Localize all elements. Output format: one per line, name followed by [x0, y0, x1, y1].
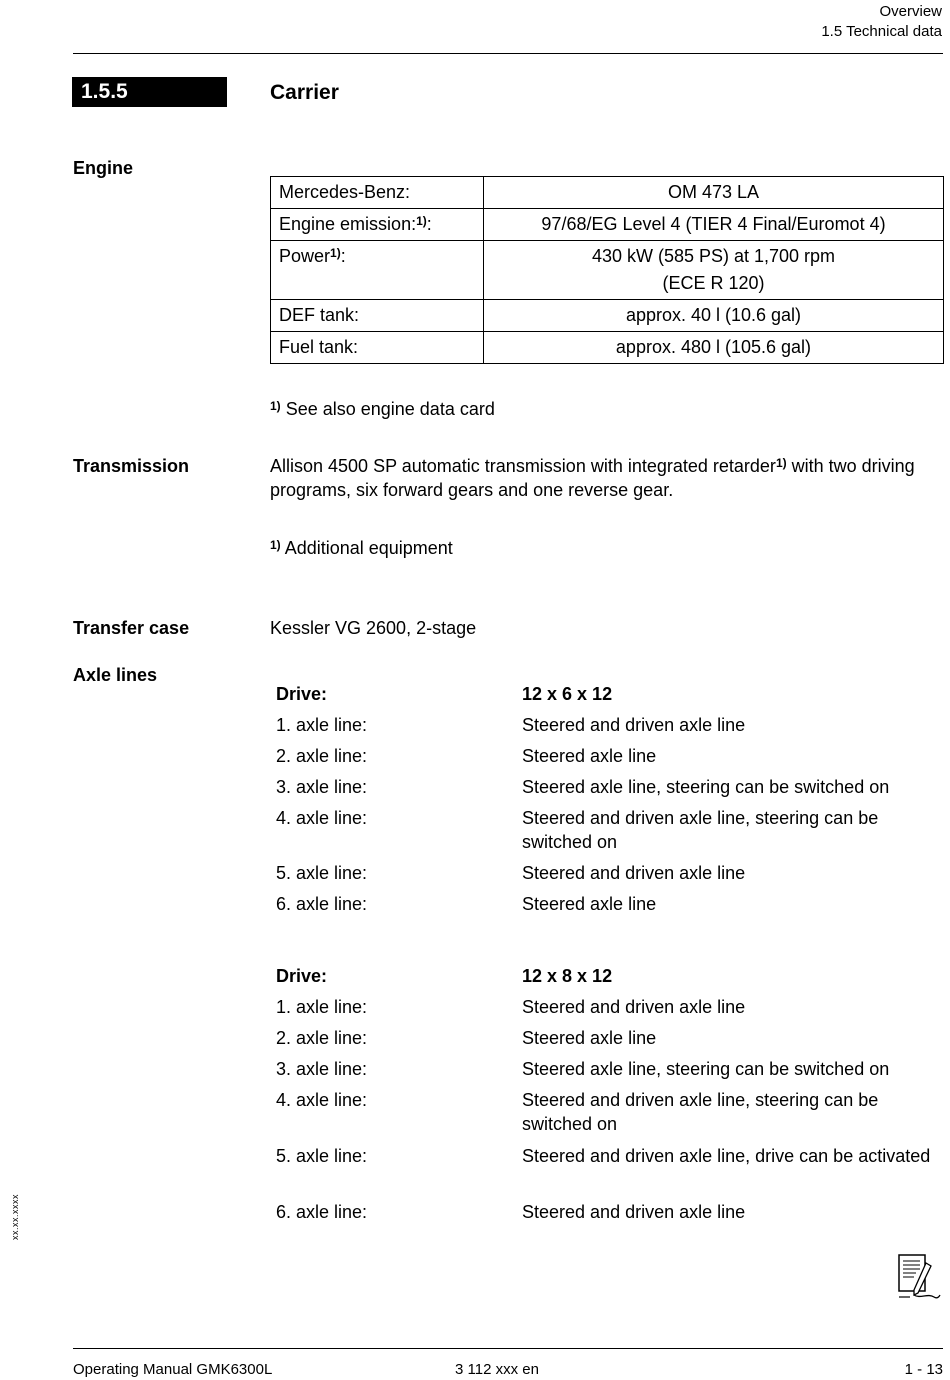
axle-line-label: 6. axle line: [276, 894, 368, 914]
transmission-text-end: with two driving programs, six forward gears and one reverse gear. [270, 456, 915, 500]
axle-line-value: Steered axle line, steering can be switched on [522, 777, 890, 797]
drive-label: Drive: [276, 966, 328, 986]
engine-row [271, 300, 944, 332]
document-code: xx.xx.xxxx [10, 1193, 20, 1240]
section-title: Carrier [270, 81, 339, 104]
engine-key-suffix: : [426, 214, 432, 234]
transmission-footnote [270, 536, 453, 560]
drive-label: Drive: [276, 684, 328, 704]
footnote-ref: 1) [775, 456, 787, 470]
axle-line-label: 1. axle line: [276, 715, 368, 735]
engine-value-line2: (ECE R 120) [662, 273, 765, 293]
engine-key: Engine emission: [279, 214, 417, 234]
axle-line-label: 3. axle line: [276, 1059, 368, 1079]
engine-row [271, 241, 944, 300]
axle-line-label: 4. axle line: [276, 808, 368, 828]
drive-value: 12 x 8 x 12 [522, 966, 613, 986]
axle-line-value: Steered and driven axle line, steering can be switched on [522, 808, 879, 852]
axle-line-label: 2. axle line: [276, 1028, 368, 1048]
axle-line-value: Steered axle line [522, 894, 657, 914]
axle-line-value: Steered and driven axle line [522, 997, 746, 1017]
axle-line-label: 3. axle line: [276, 777, 368, 797]
footnote-mark: 1) [270, 399, 281, 413]
footer-manual-title: Operating Manual GMK6300L [73, 1361, 273, 1378]
footer-rule [73, 1348, 943, 1349]
engine-value: 430 kW (585 PS) at 1,700 rpm [591, 246, 836, 266]
footnote-ref: 1) [330, 246, 341, 260]
footer-doc-number: 3 112 xxx en [455, 1361, 539, 1378]
engine-value: 97/68/EG Level 4 (TIER 4 Final/Euromot 4) [541, 214, 886, 234]
engine-row [271, 209, 944, 241]
axle-line-value: Steered axle line [522, 746, 657, 766]
axle-line-value: Steered and driven axle line, steering can be switched on [522, 1090, 879, 1134]
axle-lines-label: Axle lines [73, 665, 158, 685]
transfer-case-label: Transfer case [73, 618, 190, 638]
engine-row [271, 332, 944, 364]
engine-key-suffix: : [340, 246, 346, 266]
engine-table [270, 176, 944, 364]
header-section: 1.5 Technical data [821, 23, 942, 40]
engine-value: approx. 480 l (105.6 gal) [615, 337, 812, 357]
document-pen-icon [896, 1253, 942, 1303]
axle-line-value: Steered and driven axle line, drive can be activated [522, 1146, 931, 1166]
section-number: 1.5.5 [72, 77, 227, 107]
footnote-mark: 1) [270, 538, 281, 552]
footer-page-number: 1 - 13 [904, 1361, 943, 1378]
footnote-text: Additional equipment [284, 538, 453, 558]
axle-line-label: 2. axle line: [276, 746, 368, 766]
transmission-label: Transmission [73, 456, 190, 476]
axle-line-label: 1. axle line: [276, 997, 368, 1017]
header-chapter: Overview [879, 3, 942, 20]
axle-line-value: Steered axle line, steering can be switched on [522, 1059, 890, 1079]
engine-value: approx. 40 l (10.6 gal) [625, 305, 802, 325]
engine-value: OM 473 LA [667, 182, 760, 202]
drive-value: 12 x 6 x 12 [522, 684, 613, 704]
axle-line-value: Steered and driven axle line [522, 863, 746, 883]
engine-footnote [270, 397, 495, 421]
axle-line-label: 6. axle line: [276, 1202, 368, 1222]
header-rule [73, 53, 943, 54]
axle-line-value: Steered and driven axle line [522, 1202, 746, 1222]
axle-line-value: Steered and driven axle line [522, 715, 746, 735]
axle-line-value: Steered axle line [522, 1028, 657, 1048]
engine-key: DEF tank: [279, 305, 360, 325]
engine-row [271, 177, 944, 209]
axle-line-label: 5. axle line: [276, 1146, 368, 1166]
transmission-text [270, 454, 944, 502]
axle-line-label: 5. axle line: [276, 863, 368, 883]
footnote-ref: 1) [416, 214, 427, 228]
axle-line-label: 4. axle line: [276, 1090, 368, 1110]
engine-key: Mercedes-Benz: [279, 182, 411, 202]
footnote-text: See also engine data card [285, 399, 495, 419]
engine-key: Power [279, 246, 331, 266]
engine-label: Engine [73, 158, 134, 178]
engine-key: Fuel tank: [279, 337, 359, 357]
transmission-text-start: Allison 4500 SP automatic transmission with integrated retarder [270, 456, 776, 476]
transfer-case-value: Kessler VG 2600, 2-stage [270, 618, 477, 638]
